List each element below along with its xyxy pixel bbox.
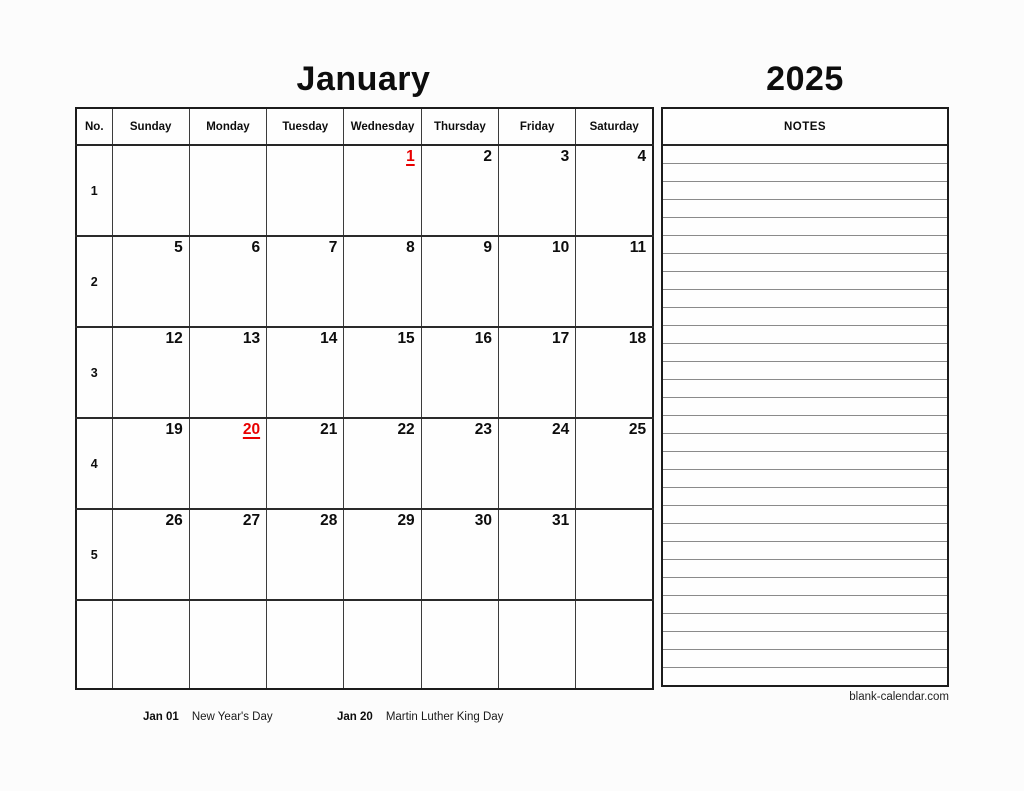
week-number-cell: 4	[76, 418, 112, 509]
day-cell	[498, 418, 575, 509]
day-cell	[421, 145, 498, 236]
date-number: 17	[552, 330, 570, 347]
date-number: 4	[637, 148, 647, 165]
year-title: 2025	[766, 60, 844, 98]
day-cell	[112, 236, 189, 327]
weekday-header-friday: Friday	[498, 108, 575, 145]
date-number: 7	[328, 239, 338, 256]
legend-holiday-name: New Year's Day	[191, 711, 273, 723]
date-number: 22	[397, 421, 415, 438]
day-cell	[576, 418, 653, 509]
date-number: 5	[174, 239, 183, 256]
day-cell	[267, 600, 344, 689]
day-cell	[189, 145, 266, 236]
notes-rule-line	[663, 524, 947, 542]
date-number: 11	[629, 239, 647, 256]
day-cell	[344, 509, 421, 600]
day-cell	[189, 509, 266, 600]
date-number: 21	[320, 421, 338, 438]
date-number: 25	[628, 421, 647, 438]
date-number: 2	[483, 148, 492, 165]
notes-rule-line	[663, 398, 947, 416]
day-cell	[344, 236, 421, 327]
date-number: 14	[320, 330, 338, 347]
notes-rule-line	[663, 542, 947, 560]
week-row-6	[76, 600, 653, 689]
week-row-2	[76, 236, 653, 327]
notes-title: NOTES	[663, 109, 947, 146]
holiday-date-number: 1	[406, 148, 415, 165]
week-row-5	[76, 509, 653, 600]
day-cell	[267, 145, 344, 236]
notes-rule-line	[663, 488, 947, 506]
notes-rule-line	[663, 164, 947, 182]
week-number-header: No.	[76, 108, 112, 145]
day-cell	[267, 327, 344, 418]
legend-item	[337, 711, 503, 723]
day-cell	[421, 236, 498, 327]
month-title: January	[296, 60, 431, 98]
date-number: 13	[242, 330, 261, 347]
notes-rule-line	[663, 650, 947, 668]
day-cell	[344, 600, 421, 689]
notes-rule-line	[663, 470, 947, 488]
weekday-header-wednesday: Wednesday	[344, 108, 421, 145]
day-cell	[267, 418, 344, 509]
notes-rule-line	[663, 236, 947, 254]
day-cell	[498, 327, 575, 418]
date-number: 31	[552, 512, 570, 529]
day-cell	[189, 236, 266, 327]
day-cell	[576, 600, 653, 689]
calendar-body	[76, 145, 653, 689]
day-cell	[112, 509, 189, 600]
day-cell	[576, 509, 653, 600]
day-cell	[421, 509, 498, 600]
notes-rule-line	[663, 200, 947, 218]
legend-date: Jan 20	[337, 711, 373, 723]
notes-rule-line	[663, 218, 947, 236]
legend-date: Jan 01	[143, 711, 179, 723]
notes-rule-line	[663, 632, 947, 650]
day-cell	[498, 600, 575, 689]
notes-rule-line	[663, 596, 947, 614]
calendar-table	[75, 107, 654, 690]
notes-rule-line	[663, 344, 947, 362]
notes-rule-line	[663, 326, 947, 344]
notes-rule-line	[663, 290, 947, 308]
day-cell	[421, 327, 498, 418]
date-number: 23	[474, 421, 492, 438]
day-cell	[267, 509, 344, 600]
date-number: 10	[552, 239, 570, 256]
date-number: 8	[406, 239, 415, 256]
notes-rule-line	[663, 506, 947, 524]
date-number: 28	[320, 512, 338, 529]
weekday-header-sunday: Sunday	[112, 108, 189, 145]
notes-rule-line	[663, 416, 947, 434]
week-row-3	[76, 327, 653, 418]
date-number: 18	[628, 330, 647, 347]
notes-rule-line	[663, 182, 947, 200]
week-row-4	[76, 418, 653, 509]
week-number-cell: 2	[76, 236, 112, 327]
notes-lines	[663, 146, 947, 685]
site-credit: blank-calendar.com	[849, 691, 949, 703]
weekday-header-monday: Monday	[189, 108, 266, 145]
weekday-header-tuesday: Tuesday	[267, 108, 344, 145]
day-cell	[498, 236, 575, 327]
week-number-cell: 1	[76, 145, 112, 236]
date-number: 3	[560, 148, 570, 165]
week-number-cell: 3	[76, 327, 112, 418]
notes-rule-line	[663, 308, 947, 326]
date-number: 24	[552, 421, 570, 438]
day-cell	[112, 418, 189, 509]
legend-holiday-name: Martin Luther King Day	[385, 711, 504, 723]
week-row-1	[76, 145, 653, 236]
date-number: 27	[242, 512, 261, 529]
day-cell	[421, 418, 498, 509]
date-number: 26	[165, 512, 183, 529]
calendar-header-row	[76, 108, 653, 145]
notes-rule-line	[663, 380, 947, 398]
day-cell	[576, 145, 653, 236]
notes-rule-line	[663, 434, 947, 452]
day-cell	[421, 600, 498, 689]
day-cell	[189, 327, 266, 418]
date-number: 12	[165, 330, 183, 347]
date-number: 29	[397, 512, 415, 529]
date-number: 15	[397, 330, 415, 347]
day-cell	[112, 145, 189, 236]
notes-rule-line	[663, 614, 947, 632]
week-number-cell: 5	[76, 509, 112, 600]
notes-rule-line	[663, 452, 947, 470]
notes-rule-line	[663, 254, 947, 272]
day-cell	[576, 236, 653, 327]
date-number: 6	[251, 239, 261, 256]
day-cell	[498, 509, 575, 600]
weekday-header-saturday: Saturday	[576, 108, 653, 145]
notes-rule-line	[663, 146, 947, 164]
legend-item	[143, 711, 273, 723]
day-cell	[576, 327, 653, 418]
day-cell	[112, 327, 189, 418]
week-number-cell	[76, 600, 112, 689]
weekday-header-thursday: Thursday	[421, 108, 498, 145]
notes-rule-line	[663, 560, 947, 578]
notes-rule-line	[663, 578, 947, 596]
notes-rule-line	[663, 272, 947, 290]
day-cell	[344, 327, 421, 418]
day-cell	[498, 145, 575, 236]
day-cell	[189, 600, 266, 689]
date-number: 16	[474, 330, 492, 347]
notes-rule-line	[663, 362, 947, 380]
day-cell	[344, 418, 421, 509]
day-cell	[112, 600, 189, 689]
date-number: 9	[483, 239, 492, 256]
notes-rule-line	[663, 668, 947, 685]
date-number: 30	[474, 512, 492, 529]
holiday-date-number: 20	[242, 421, 261, 438]
day-cell	[267, 236, 344, 327]
date-number: 19	[165, 421, 183, 438]
day-cell	[344, 145, 421, 236]
day-cell	[189, 418, 266, 509]
notes-panel	[661, 107, 949, 687]
